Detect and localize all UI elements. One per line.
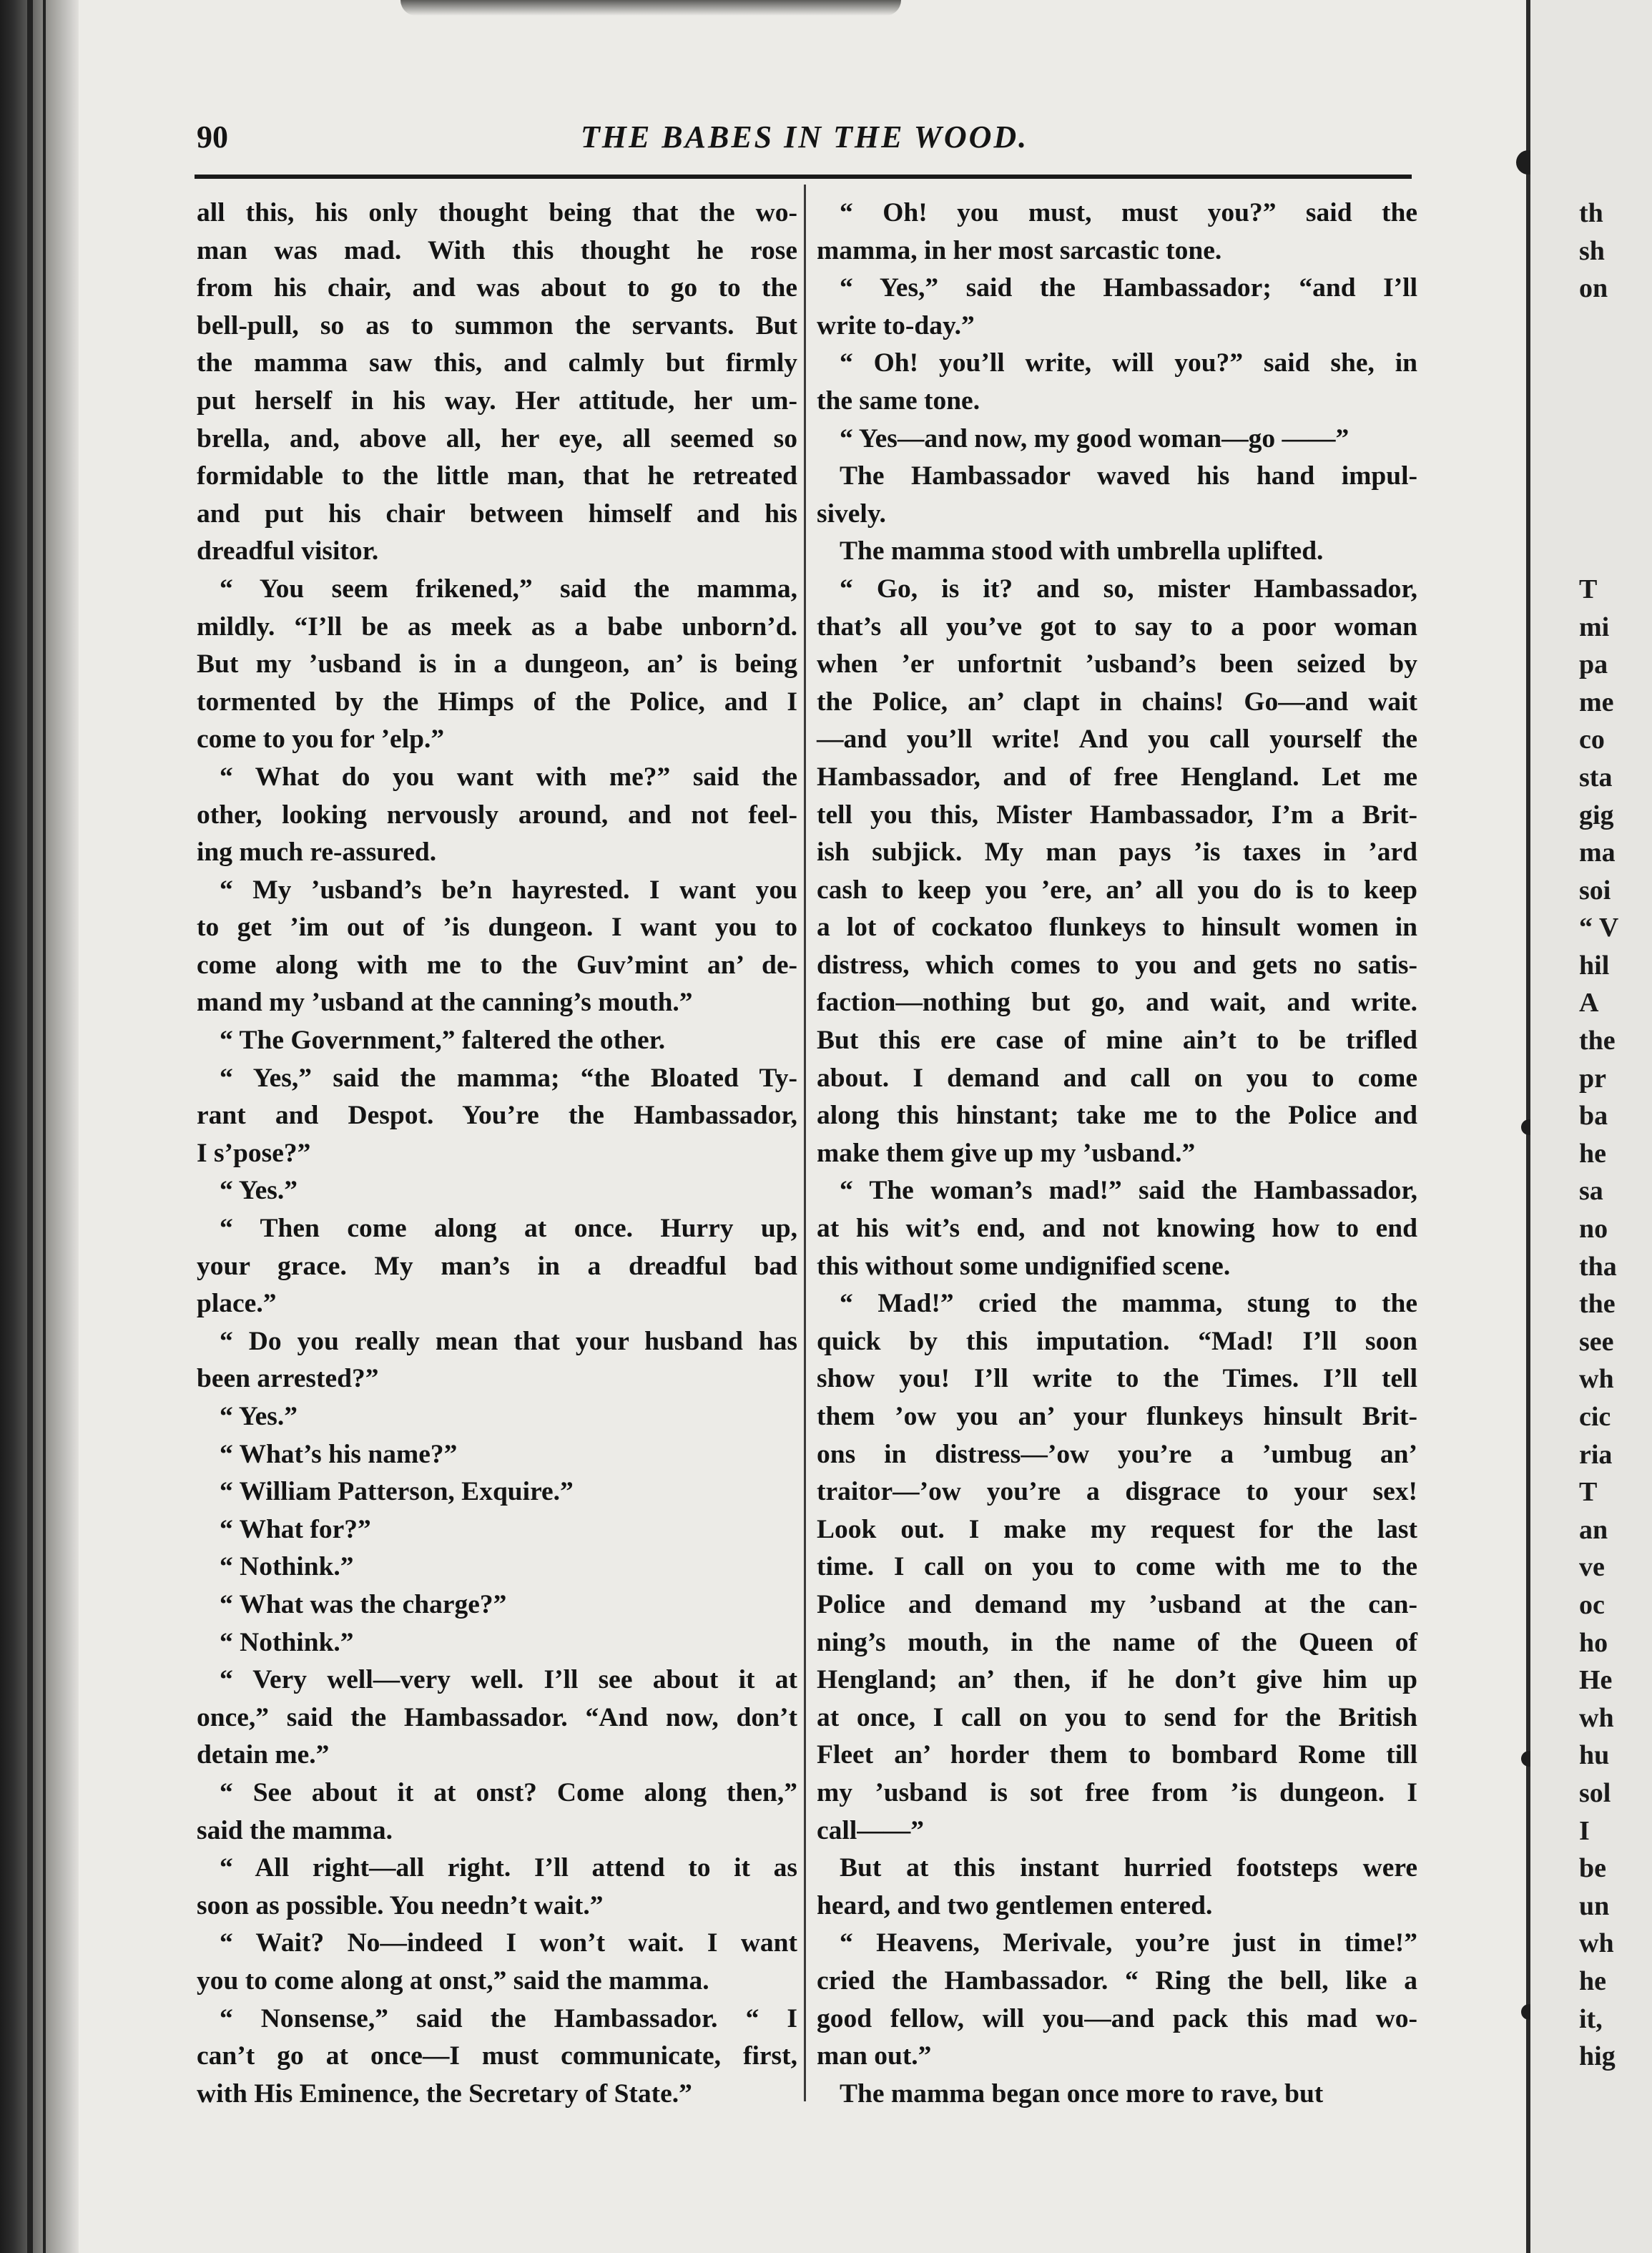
fragment-line: an — [1579, 1514, 1608, 1545]
text-line: the mamma saw this, and calmly but firmly — [197, 348, 797, 378]
paragraph — [197, 1210, 797, 1323]
text-line: quick by this imputation. “Mad! I’ll soon — [817, 1326, 1417, 1356]
text-line: “ Yes.” — [220, 1402, 298, 1431]
text-line: mamma, in her most sarcastic tone. — [817, 235, 1222, 265]
text-line: “ Oh! you must, must you?” said the — [840, 198, 1417, 227]
fragment-line: pa — [1579, 649, 1608, 680]
fragment-line: ma — [1579, 838, 1616, 868]
fragment-line: wh — [1579, 1702, 1614, 1733]
text-line: put herself in his way. Her attitude, her um- — [197, 386, 797, 416]
fragment-line: no — [1579, 1214, 1608, 1245]
text-line: write to-day.” — [817, 310, 975, 340]
text-line: time. I call on you to come with me to the — [817, 1552, 1417, 1582]
text-line: that’s all you’ve got to say to a poor woman — [817, 612, 1417, 642]
text-line: man out.” — [817, 2041, 932, 2071]
fragment-line — [1579, 345, 1652, 383]
text-line: cash to keep you ’ere, an’ all you do is to keep — [817, 875, 1417, 905]
text-line: make them give up my ’usband.” — [817, 1138, 1196, 1168]
text-line: tormented by the Himps of the Police, and I — [197, 687, 797, 717]
paragraph — [197, 1323, 797, 1398]
text-line: “ Heavens, Merivale, you’re just in time!” — [840, 1928, 1417, 1958]
text-line: your grace. My man’s in a dreadful bad — [197, 1251, 797, 1281]
facing-page-fragments — [1579, 195, 1652, 2076]
paragraph — [197, 1775, 797, 1850]
text-line: distress, which comes to you and gets no satis- — [817, 950, 1417, 980]
paragraph — [197, 1473, 797, 1511]
fragment-line: mi — [1579, 612, 1610, 642]
book-binding — [0, 0, 79, 2253]
text-line: said the mamma. — [197, 1815, 393, 1845]
paragraph — [197, 872, 797, 1022]
fragment-line: soi — [1579, 875, 1611, 905]
fragment-line: hig — [1579, 2041, 1616, 2072]
fragment-line: wh — [1579, 1928, 1614, 1959]
text-line: to get ’im out of ’is dungeon. I want you to — [197, 913, 797, 943]
fragment-line — [1579, 458, 1652, 496]
text-line: show you! I’ll write to the Times. I’ll tell — [817, 1364, 1417, 1394]
text-line: traitor—’ow you’re a disgrace to your sex! — [817, 1477, 1417, 1507]
text-line: my ’usband is sot free from ’is dungeon. I — [817, 1777, 1417, 1807]
text-line: man was mad. With this thought he rose — [197, 235, 797, 265]
fragment-line — [1579, 308, 1652, 345]
text-line: mildly. “I’ll be as meek as a babe unborn’d. — [197, 612, 797, 642]
fragment-line: I — [1579, 1815, 1590, 1846]
fragment-line: wh — [1579, 1364, 1614, 1395]
text-line: come to you for ’elp.” — [197, 725, 445, 755]
text-line: tell you this, Mister Hambassador, I’m a Brit- — [817, 800, 1417, 830]
fragment-line: he — [1579, 1965, 1606, 1996]
paragraph — [197, 2001, 797, 2114]
text-line: “ Do you really mean that your husband has — [220, 1326, 797, 1356]
text-line: —and you’ll write! And you call yourself the — [817, 725, 1417, 755]
text-line: the Police, an’ clapt in chains! Go—and wait — [817, 687, 1417, 717]
paragraph — [197, 571, 797, 759]
fragment-line: the — [1579, 1289, 1616, 1320]
fragment-line: ho — [1579, 1627, 1608, 1658]
text-line: “ Yes,” said the mamma; “the Bloated Ty- — [220, 1063, 797, 1093]
text-line: “ What’s his name?” — [220, 1439, 458, 1469]
text-line: But my ’usband is in a dungeon, an’ is being — [197, 649, 797, 679]
text-line: you to come along at onst,” said the mamma. — [197, 1965, 709, 1996]
fragment-line: me — [1579, 687, 1614, 717]
text-line: cried the Hambassador. “ Ring the bell, like a — [817, 1965, 1417, 1996]
text-line: when ’er unfortnit ’usband’s been seized by — [817, 649, 1417, 679]
text-line: brella, and, above all, her eye, all seemed so — [197, 423, 797, 453]
fragment-line: A — [1579, 988, 1599, 1018]
text-line: Fleet an’ horder them to bombard Rome till — [817, 1740, 1417, 1770]
text-line: “ Oh! you’ll write, will you?” said she, in — [840, 348, 1417, 378]
text-line: Hambassador, and of free Hengland. Let me — [817, 762, 1417, 792]
text-line: “ Then come along at once. Hurry up, — [220, 1214, 797, 1244]
paragraph — [817, 421, 1417, 458]
text-line: at once, I call on you to send for the British — [817, 1702, 1417, 1732]
text-line: “ Nothink.” — [220, 1552, 354, 1582]
fragment-line: pr — [1579, 1063, 1606, 1094]
paragraph — [197, 759, 797, 872]
paragraph — [197, 1436, 797, 1474]
text-line: The mamma stood with umbrella uplifted. — [840, 536, 1324, 566]
paragraph — [817, 1285, 1417, 1850]
paragraph — [817, 533, 1417, 571]
fragment-line: see — [1579, 1326, 1614, 1357]
text-line: “ See about it at onst? Come along then,” — [220, 1777, 797, 1807]
paragraph — [197, 1060, 797, 1173]
fragment-line — [1579, 533, 1652, 571]
text-line: “ Nonsense,” said the Hambassador. “ I — [220, 2003, 797, 2033]
binding-edge-line — [27, 0, 33, 2253]
text-line: at his wit’s end, and not knowing how to end — [817, 1214, 1417, 1244]
text-line: with His Eminence, the Secretary of State.” — [197, 2078, 692, 2109]
fragment-line: co — [1579, 725, 1605, 755]
text-line: and put his chair between himself and his — [197, 499, 797, 529]
fragment-line: “ V — [1579, 913, 1619, 943]
text-line: ons in distress—’ow you’re a ’umbug an’ — [817, 1439, 1417, 1469]
text-line: mand my ’usband at the canning’s mouth.” — [197, 988, 693, 1018]
text-line: “ You seem frikened,” said the mamma, — [220, 574, 797, 604]
fragment-line: ria — [1579, 1439, 1613, 1470]
fragment-line: cic — [1579, 1402, 1611, 1432]
paragraph — [817, 345, 1417, 420]
text-line: Police and demand my ’usband at the can- — [817, 1589, 1417, 1619]
text-line: “ Mad!” cried the mamma, stung to the — [840, 1289, 1417, 1319]
text-line: heard, and two gentlemen entered. — [817, 1890, 1213, 1920]
paragraph — [817, 1925, 1417, 2075]
text-line: soon as possible. You needn’t wait.” — [197, 1890, 604, 1920]
text-line: ning’s mouth, in the name of the Queen of — [817, 1627, 1417, 1657]
paragraph — [197, 1022, 797, 1060]
text-line: about. I demand and call on you to come — [817, 1063, 1417, 1093]
text-line: “ Very well—very well. I’ll see about it at — [220, 1665, 797, 1695]
fragment-line: on — [1579, 273, 1608, 304]
text-line: bell-pull, so as to summon the servants. But — [197, 310, 797, 340]
text-line: The Hambassador waved his hand impul- — [840, 461, 1417, 491]
text-line: Hengland; an’ then, if he don’t give him up — [817, 1665, 1417, 1695]
paragraph — [197, 1511, 797, 1549]
text-line: I s’pose?” — [197, 1138, 311, 1168]
text-line: But this ere case of mine ain’t to be trifled — [817, 1026, 1417, 1056]
text-line: sively. — [817, 499, 886, 529]
paragraph — [817, 458, 1417, 533]
text-line: can’t go at once—I must communicate, first, — [197, 2041, 797, 2071]
text-line: call——” — [817, 1815, 924, 1845]
facing-page-edge — [1530, 0, 1652, 2253]
fragment-line: T — [1579, 1477, 1598, 1508]
paragraph — [197, 1661, 797, 1775]
fragment-line: hil — [1579, 950, 1610, 981]
fragment-line: un — [1579, 1890, 1610, 1921]
left-column — [197, 195, 797, 2113]
fragment-line: sol — [1579, 1777, 1611, 1808]
text-line: all this, his only thought being that the wo- — [197, 198, 797, 227]
text-line: faction—nothing but go, and wait, and write. — [817, 988, 1417, 1018]
fragment-line: be — [1579, 1853, 1606, 1884]
text-line: “ Wait? No—indeed I won’t wait. I want — [220, 1928, 797, 1958]
text-line: Look out. I make my request for the last — [817, 1514, 1417, 1544]
paragraph — [817, 2076, 1417, 2114]
text-line: once,” said the Hambassador. “And now, don’t — [197, 1702, 797, 1732]
fragment-line — [1579, 383, 1652, 421]
paragraph — [197, 1172, 797, 1210]
paragraph — [197, 1586, 797, 1624]
paragraph — [197, 1398, 797, 1436]
paragraph — [817, 571, 1417, 1173]
fragment-line: he — [1579, 1138, 1606, 1169]
right-column — [817, 195, 1417, 2113]
text-line: “ Yes.” — [220, 1176, 298, 1206]
paragraph — [817, 1850, 1417, 1925]
page-top-shadow — [400, 0, 901, 16]
text-line: “ Nothink.” — [220, 1627, 354, 1657]
text-line: But at this instant hurried footsteps were — [840, 1853, 1417, 1883]
binding-edge-line — [43, 0, 46, 2253]
fragment-line: th — [1579, 198, 1603, 228]
text-line: detain me.” — [197, 1740, 330, 1770]
text-line: along this hinstant; take me to the Police and — [817, 1101, 1417, 1131]
fragment-line: hu — [1579, 1740, 1610, 1771]
text-line: “ The Government,” faltered the other. — [220, 1026, 666, 1056]
fragment-line: sta — [1579, 762, 1613, 792]
paragraph — [817, 195, 1417, 270]
page-number: 90 — [197, 119, 228, 154]
fragment-line: ba — [1579, 1101, 1608, 1132]
fragment-line: tha — [1579, 1251, 1617, 1282]
paragraph — [197, 195, 797, 571]
fragment-line: T — [1579, 574, 1598, 604]
text-line: the same tone. — [817, 386, 980, 416]
header-rule — [195, 175, 1412, 179]
text-line: rant and Despot. You’re the Hambassador, — [197, 1101, 797, 1131]
text-line: “ All right—all right. I’ll attend to it as — [220, 1853, 797, 1883]
text-line: a lot of cockatoo flunkeys to hinsult women in — [817, 913, 1417, 943]
text-line: place.” — [197, 1289, 277, 1319]
fragment-line: oc — [1579, 1589, 1605, 1620]
column-divider — [804, 185, 806, 2101]
text-line: “ What for?” — [220, 1514, 371, 1544]
text-line: been arrested?” — [197, 1364, 379, 1394]
paragraph — [197, 1624, 797, 1662]
text-line: “ My ’usband’s be’n hayrested. I want you — [220, 875, 797, 905]
text-line: come along with me to the Guv’mint an’ de- — [197, 950, 797, 980]
fragment-line: the — [1579, 1026, 1616, 1056]
text-line: other, looking nervously around, and not feel- — [197, 800, 797, 830]
fragment-line: sa — [1579, 1176, 1603, 1207]
text-line: from his chair, and was about to go to the — [197, 273, 797, 303]
text-line: good fellow, will you—and pack this mad wo- — [817, 2003, 1417, 2033]
fragment-line: it, — [1579, 2003, 1603, 2034]
text-line: ing much re-assured. — [197, 838, 437, 868]
text-line: “ Yes,” said the Hambassador; “and I’ll — [840, 273, 1417, 303]
text-line: “ William Patterson, Exquire.” — [220, 1477, 574, 1507]
fragment-line — [1579, 421, 1652, 458]
paragraph — [197, 1850, 797, 1925]
text-line: dreadful visitor. — [197, 536, 379, 566]
text-line: “ The woman’s mad!” said the Hambassador, — [840, 1176, 1417, 1206]
text-line: this without some undignified scene. — [817, 1251, 1231, 1281]
paragraph — [817, 270, 1417, 345]
fragment-line — [1579, 496, 1652, 534]
text-line: formidable to the little man, that he retreated — [197, 461, 797, 491]
text-line: “ What do you want with me?” said the — [220, 762, 797, 792]
fragment-line: gig — [1579, 800, 1614, 830]
fragment-line: He — [1579, 1665, 1613, 1696]
text-line: “ Yes—and now, my good woman—go ——” — [840, 423, 1349, 453]
fragment-line: ve — [1579, 1552, 1605, 1583]
fragment-line: sh — [1579, 235, 1605, 266]
paragraph — [197, 1925, 797, 2000]
paragraph — [817, 1172, 1417, 1285]
text-line: “ What was the charge?” — [220, 1589, 507, 1619]
text-line: “ Go, is it? and so, mister Hambassador, — [840, 574, 1417, 604]
text-line: The mamma began once more to rave, but — [840, 2078, 1324, 2109]
page-header — [197, 114, 1412, 157]
text-line: them ’ow you an’ your flunkeys hinsult Brit- — [817, 1402, 1417, 1431]
paragraph — [197, 1548, 797, 1586]
running-title: THE BABES IN THE WOOD. — [580, 119, 1029, 154]
text-line: ish subjick. My man pays ’is taxes in ’ard — [817, 838, 1417, 868]
